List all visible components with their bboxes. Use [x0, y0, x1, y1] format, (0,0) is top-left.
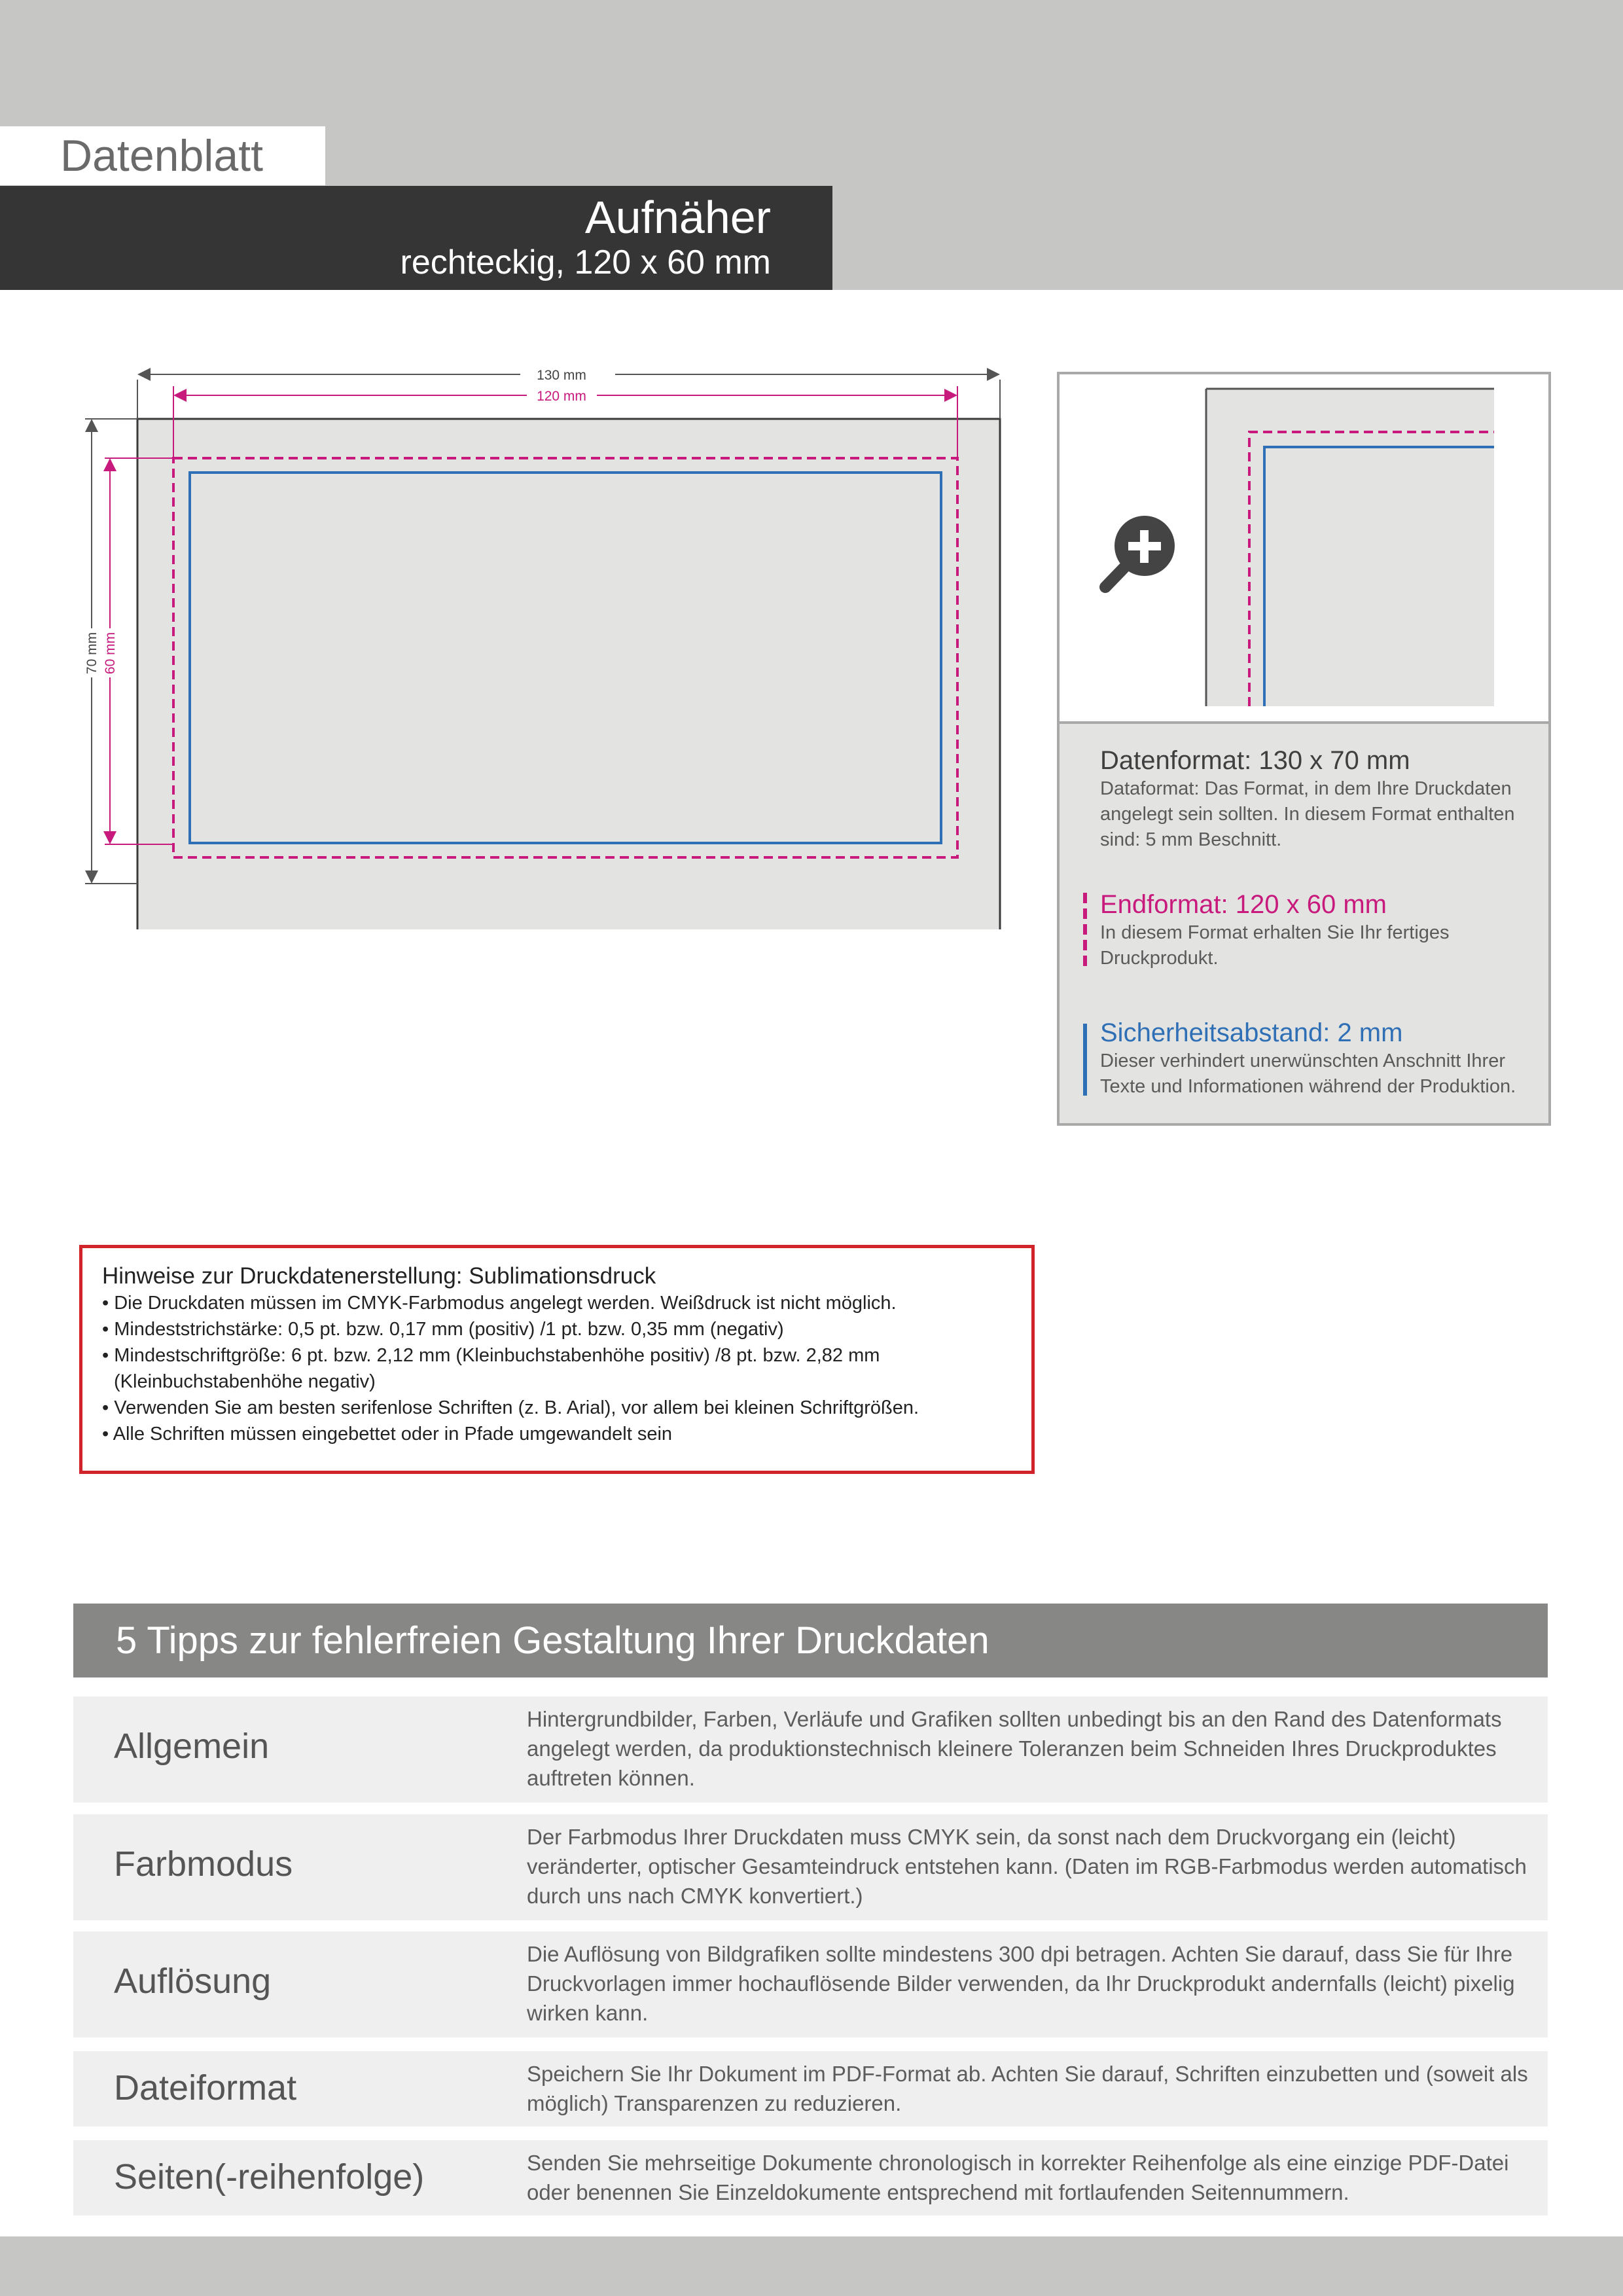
tip-row-allgemein	[73, 1696, 1548, 1803]
tip-label: Allgemein	[114, 1727, 270, 1766]
end-format-marker	[1083, 893, 1087, 971]
legend-zoom-panel	[1060, 374, 1548, 724]
dim-width-inner: 120 mm	[537, 389, 586, 404]
tip-row-dateiformat	[73, 2051, 1548, 2126]
notes-heading: Hinweise zur Druckdatenerstellung: Sublimationsdruck	[102, 1263, 656, 1289]
tip-text: Senden Sie mehrseitige Dokumente chronologisch in korrekter Reihenfolge als eine einzige PDF-Datei oder benennen Sie Einzeldokumente entsprechend mit fortlaufenden Seitennummern.	[527, 2151, 1509, 2204]
end-format-title: Endformat: 120 x 60 mm	[1100, 890, 1387, 919]
tip-text: Hintergrundbilder, Farben, Verläufe und Grafiken sollten unbedingt bis an den Rand des Datenformats angelegt werden, da produktionstechnisch kleinere Toleranzen beim Schneiden Ihres Druckproduktes auftreten können.	[527, 1707, 1502, 1790]
end-format-text: In diesem Format erhalten Sie Ihr fertiges Druckprodukt.	[1100, 922, 1450, 969]
doc-label-tab	[0, 126, 325, 185]
tip-row-farbmodus	[73, 1814, 1548, 1920]
tip-text: Speichern Sie Ihr Dokument im PDF-Format ab. Achten Sie darauf, Schriften einzubetten und (soweit als möglich) Transparenzen zu reduzieren.	[527, 2062, 1528, 2115]
tips-header	[73, 1604, 1548, 1677]
legend-box	[1057, 372, 1551, 1126]
product-title: Aufnäher	[584, 192, 771, 243]
tips-heading: 5 Tipps zur fehlerfreien Gestaltung Ihrer Druckdaten	[116, 1619, 990, 1662]
legend-info	[1060, 724, 1548, 1123]
tip-label: Dateiformat	[114, 2068, 297, 2108]
data-format-title: Datenformat: 130 x 70 mm	[1100, 746, 1410, 775]
product-subtitle: rechteckig, 120 x 60 mm	[400, 243, 771, 281]
tip-row-aufloesung	[73, 1931, 1548, 2037]
format-diagram	[0, 340, 1021, 929]
notes-item: • Die Druckdaten müssen im CMYK-Farbmodus angelegt werden. Weißdruck ist nicht möglich.	[102, 1293, 897, 1314]
notes-item: • Alle Schriften müssen eingebettet oder in Pfade umgewandelt sein	[102, 1424, 673, 1444]
dim-width-outer: 130 mm	[537, 368, 586, 383]
notes-item: • Mindestschriftgröße: 6 pt. bzw. 2,12 mm (Kleinbuchstabenhöhe positiv) /8 pt. bzw. 2,82 mm	[102, 1345, 880, 1366]
doc-label: Datenblatt	[60, 131, 263, 181]
safety-title: Sicherheitsabstand: 2 mm	[1100, 1018, 1403, 1047]
tip-row-seiten	[73, 2140, 1548, 2215]
safety-text: Dieser verhindert unerwünschten Anschnitt Ihrer Texte und Informationen während der Produktion.	[1100, 1050, 1516, 1097]
tip-text: Die Auflösung von Bildgrafiken sollte mindestens 300 dpi betragen. Achten Sie darauf, dass Sie für Ihre Druckvorlagen immer hochauflösende Bilder verwenden, da Ihr Druckprodukt andernfalls (leicht) pixelig wirken kann.	[527, 1942, 1515, 2025]
notes-item: (Kleinbuchstabenhöhe negativ)	[114, 1371, 376, 1392]
notes-list	[102, 1290, 1025, 1447]
tip-label: Seiten(-reihenfolge)	[114, 2157, 425, 2197]
notes-item: • Mindeststrichstärke: 0,5 pt. bzw. 0,17 mm (positiv) /1 pt. bzw. 0,35 mm (negativ)	[102, 1319, 784, 1340]
dim-height-inner: 60 mm	[103, 632, 118, 675]
data-format-area	[137, 419, 1000, 929]
title-block	[0, 186, 832, 290]
safety-margin-marker	[1083, 1024, 1087, 1096]
print-notes-box	[79, 1245, 1035, 1474]
tip-label: Farbmodus	[114, 1844, 293, 1884]
tip-text: Der Farbmodus Ihrer Druckdaten muss CMYK sein, da sonst nach dem Druckvorgang ein (leicht) veränderter, optischer Gesamteindruck entstehen kann. (Daten im RGB-Farbmodus werden automatisch durch uns nach CMYK konvertiert.)	[527, 1825, 1527, 1908]
dim-height-outer: 70 mm	[84, 632, 99, 675]
zoom-detail	[1060, 374, 1548, 721]
tip-label: Auflösung	[114, 1962, 272, 2001]
zoom-in-icon	[1105, 516, 1175, 587]
footer-band	[0, 2236, 1623, 2296]
notes-item: • Verwenden Sie am besten serifenlose Schriften (z. B. Arial), vor allem bei kleinen Schriftgrößen.	[102, 1397, 919, 1418]
data-format-text: Dataformat: Das Format, in dem Ihre Druckdaten angelegt sein sollten. In diesem Format enthalten sind: 5 mm Beschnitt.	[1100, 778, 1515, 850]
